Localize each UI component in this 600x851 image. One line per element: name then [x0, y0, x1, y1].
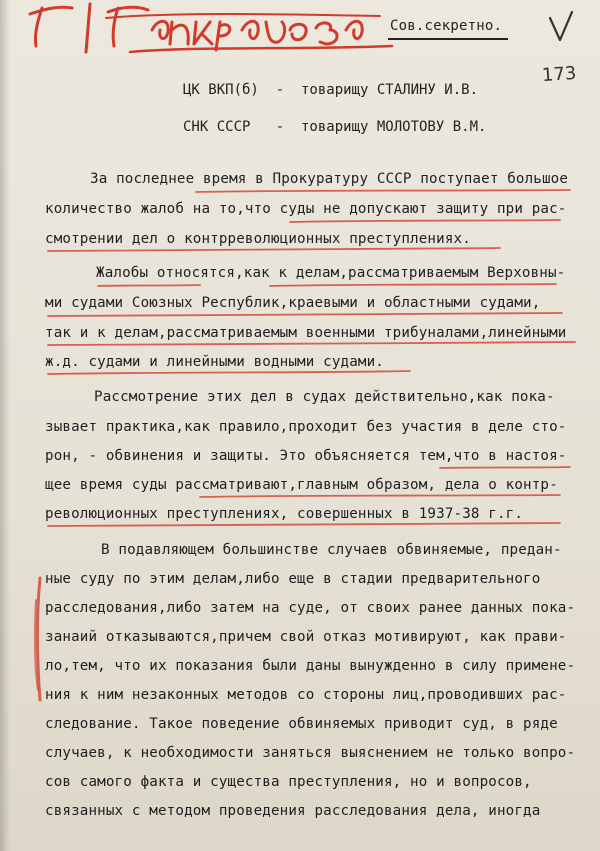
body-line: революционных преступлениях, совершенных в 1937-38 г.г. — [45, 506, 524, 522]
underline-mark — [440, 467, 570, 468]
body-line: ми судами Союзных Республик,краевыми и областными судами, — [45, 295, 541, 311]
body-line: смотрении дел о контрреволюционных преступлениях. — [45, 231, 471, 247]
handwritten-name-annotation — [20, 0, 410, 60]
body-line: За последнее время в Прокуратуру СССР поступает большое — [90, 171, 569, 187]
margin-bracket-mark — [37, 578, 40, 700]
underline-mark — [200, 495, 560, 497]
body-line: сов самого факта и существа преступления, но и вопросов, — [45, 774, 532, 790]
underline-mark — [270, 284, 556, 286]
body-line: количество жалоб на то,что суды не допускают защиту при рас- — [45, 201, 567, 217]
classification-stamp: Сов.секретно. — [390, 18, 503, 34]
body-line: ные суду по этим делам,либо еще в стадии предварительного — [45, 571, 541, 587]
body-line: следование. Такое поведение обвиняемых приводит суд, в ряде — [45, 716, 558, 732]
body-line: Рассмотрение этих дел в судах действительно,как пока- — [94, 389, 555, 405]
body-line: ж.д. судами и линейными водными судами. — [45, 354, 384, 370]
underline-mark — [196, 190, 570, 192]
addressee-stalin: ЦК ВКП(б) - товарищу СТАЛИНУ И.В. — [183, 82, 479, 98]
underline-mark — [48, 371, 410, 374]
classification-underline — [388, 38, 508, 40]
body-line: рон, - обвинения и защиты. Это объясняется тем,что в настоя- — [45, 448, 567, 464]
body-line: расследования,либо затем на суде, от своих ранее данных пока- — [45, 600, 576, 616]
underline-mark — [48, 248, 500, 251]
body-line: ния к ним незаконных методов со стороны лиц,проводивших рас- — [45, 687, 567, 703]
underline-mark — [48, 342, 575, 345]
underline-mark — [290, 220, 560, 222]
underline-mark — [48, 313, 562, 316]
page-number: 173 — [541, 62, 578, 87]
check-mark-icon — [546, 8, 576, 48]
page-edge-shadow — [0, 0, 10, 851]
underline-mark — [98, 285, 200, 286]
margin-bracket-mark — [35, 600, 38, 690]
body-line: ло,тем, что их показания были даны вынужденно в силу примене- — [45, 658, 576, 674]
body-line: так и к делам,рассматриваемым военными трибуналами,линейными — [45, 325, 567, 341]
body-line: В подавляющем большинстве случаев обвиняемые, предан- — [101, 542, 562, 558]
body-line: щее время суды рассматривают,главным образом, дела о контр- — [45, 477, 558, 493]
body-line: зывает практика,как правило,проходит без участия в деле сто- — [45, 419, 567, 435]
underline-mark — [48, 523, 560, 526]
body-line: связанных с методом проведения расследования дела, иногда — [45, 803, 541, 819]
body-line: случаев, к необходимости заняться выяснением не только вопро- — [45, 745, 576, 761]
body-line: Жалобы относятся,как к делам,рассматриваемым Верховны- — [96, 265, 566, 281]
addressee-molotov: СНК СССР - товарищу МОЛОТОВУ В.М. — [183, 119, 487, 135]
body-line: занаий отказываются,причем свой отказ мотивируют, как прави- — [45, 629, 567, 645]
